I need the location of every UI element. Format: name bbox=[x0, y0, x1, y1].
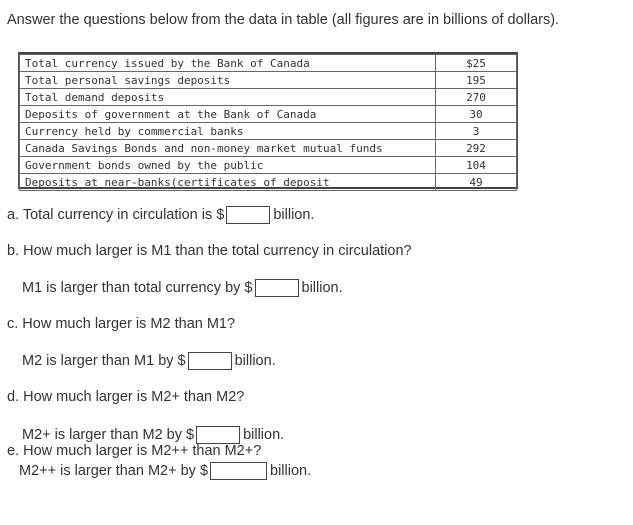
table-row bbox=[20, 106, 517, 123]
question-a-suffix: billion. bbox=[273, 207, 315, 223]
question-e-prefix: M2++ is larger than M2+ by $ bbox=[19, 463, 209, 479]
answer-e-input[interactable] bbox=[210, 462, 267, 480]
row-label: Deposits of government at the Bank of Canada bbox=[20, 106, 436, 123]
row-value: 49 bbox=[436, 174, 517, 191]
table-row bbox=[20, 89, 517, 106]
question-b-text: b. How much larger is M1 than the total currency in circulation? bbox=[7, 243, 412, 259]
row-label: Canada Savings Bonds and non-money market mutual funds bbox=[20, 140, 436, 157]
question-d-answer-line bbox=[22, 426, 284, 444]
row-label: Currency held by commercial banks bbox=[20, 123, 436, 140]
row-value: 3 bbox=[436, 123, 517, 140]
data-table bbox=[18, 52, 518, 189]
table-row bbox=[20, 55, 517, 72]
question-b-prefix: M1 is larger than total currency by $ bbox=[22, 280, 253, 296]
table-row bbox=[20, 140, 517, 157]
row-value: $25 bbox=[436, 55, 517, 72]
row-label: Deposits at near-banks(certificates of deposit bbox=[20, 174, 436, 191]
question-d-text: d. How much larger is M2+ than M2? bbox=[7, 389, 245, 405]
row-value: 292 bbox=[436, 140, 517, 157]
instructions-text: Answer the questions below from the data in table (all figures are in billions of dollars). bbox=[7, 12, 560, 28]
question-e-suffix: billion. bbox=[270, 463, 312, 479]
row-value: 270 bbox=[436, 89, 517, 106]
row-label: Total demand deposits bbox=[20, 89, 436, 106]
answer-b-input[interactable] bbox=[255, 279, 299, 297]
question-c-suffix: billion. bbox=[234, 353, 276, 369]
question-d-suffix: billion. bbox=[243, 427, 285, 443]
answer-d-input[interactable] bbox=[196, 426, 240, 444]
row-value: 30 bbox=[436, 106, 517, 123]
question-c-answer-line bbox=[22, 352, 276, 370]
row-label: Total currency issued by the Bank of Canada bbox=[20, 55, 436, 72]
question-e-text: e. How much larger is M2++ than M2+? bbox=[7, 443, 262, 459]
answer-a-input[interactable] bbox=[226, 206, 270, 224]
question-d-prefix: M2+ is larger than M2 by $ bbox=[22, 427, 195, 443]
question-a-prefix: a. Total currency in circulation is $ bbox=[7, 207, 225, 223]
table-row bbox=[20, 174, 517, 191]
question-b-suffix: billion. bbox=[301, 280, 343, 296]
row-label: Total personal savings deposits bbox=[20, 72, 436, 89]
question-b-answer-line bbox=[22, 279, 343, 297]
table-row bbox=[20, 123, 517, 140]
row-value: 195 bbox=[436, 72, 517, 89]
row-label: Government bonds owned by the public bbox=[20, 157, 436, 174]
table-row bbox=[20, 157, 517, 174]
answer-c-input[interactable] bbox=[188, 352, 232, 370]
question-a-answer-line bbox=[7, 206, 314, 224]
question-c-text: c. How much larger is M2 than M1? bbox=[7, 316, 236, 332]
table-row bbox=[20, 72, 517, 89]
question-e-answer-line bbox=[19, 462, 311, 480]
question-c-prefix: M2 is larger than M1 by $ bbox=[22, 353, 186, 369]
row-value: 104 bbox=[436, 157, 517, 174]
